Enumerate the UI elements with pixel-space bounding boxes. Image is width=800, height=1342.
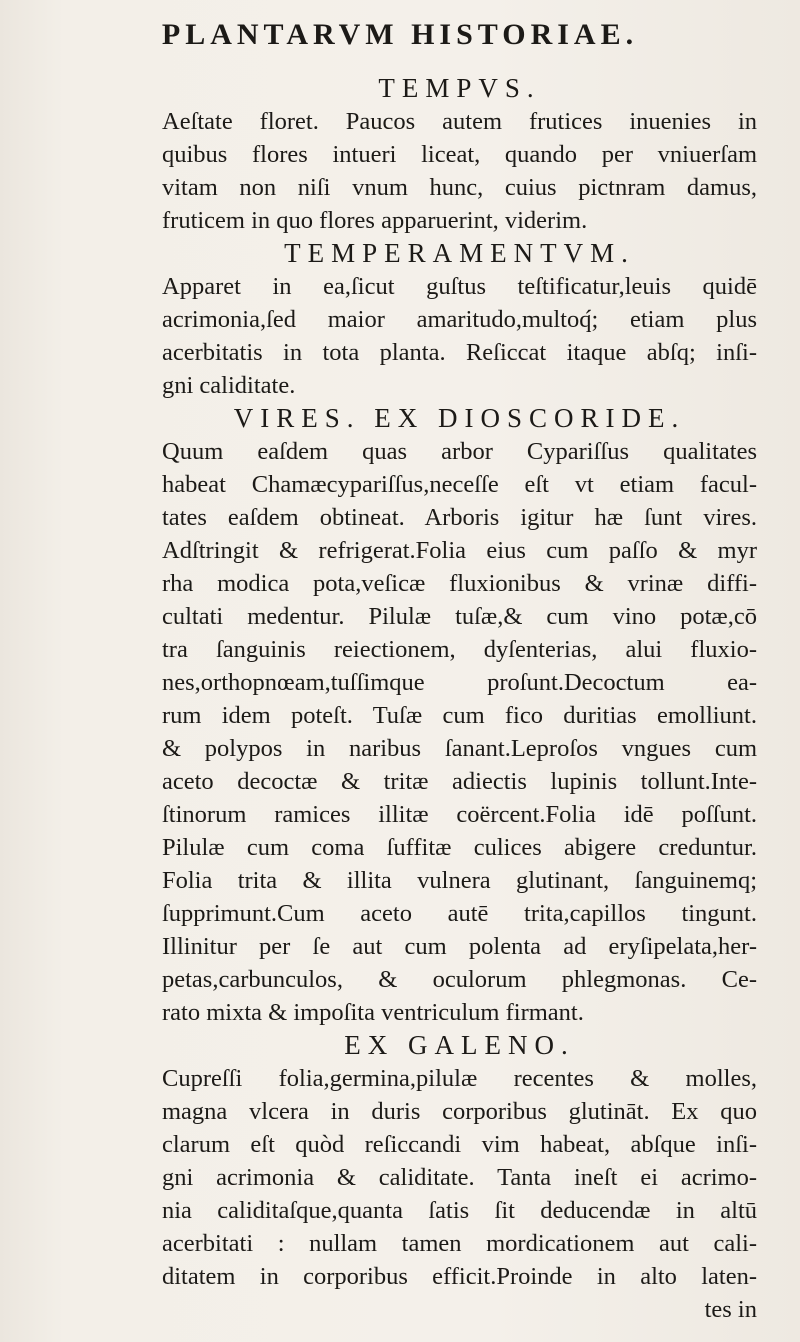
section-heading: TEMPVS. — [378, 73, 541, 103]
text-line: nes,orthopnœam,tuſſimque proſunt.Decoctum ea- — [162, 669, 757, 696]
text-line: rha modica pota,veſicæ fluxionibus & vrinæ diffi- — [162, 570, 757, 597]
text-line: petas,carbunculos, & oculorum phlegmonas. Ce- — [162, 966, 757, 993]
text-line: ditatem in corporibus efficit.Proinde in alto laten- — [162, 1263, 757, 1290]
text-line: tates eaſdem obtineat. Arboris igitur hæ ſunt vires. — [162, 504, 757, 531]
text-line: Adſtringit & refrigerat.Folia eius cum paſſo & myr — [162, 537, 757, 564]
text-line: Illinitur per ſe aut cum polenta ad eryſipelata,her- — [162, 933, 757, 960]
text-line: Pilulæ cum coma ſuffitæ culices abigere creduntur. — [162, 834, 757, 861]
text-line: aceto decoctæ & tritæ adiectis lupinis tollunt.Inte- — [162, 768, 757, 795]
section-heading: EX GALENO. — [344, 1030, 575, 1060]
text-line: acerbitati : nullam tamen mordicationem aut cali- — [162, 1230, 757, 1257]
running-head: PLANTARVM HISTORIAE. — [161, 18, 639, 51]
text-line: Cupreſſi folia,germina,pilulæ recentes & molles, — [162, 1065, 757, 1092]
text-line: acerbitatis in tota planta. Reſiccat itaque abſq; inſi- — [162, 339, 757, 366]
section-heading: TEMPERAMENTVM. — [284, 238, 635, 268]
section-tempus — [162, 72, 757, 237]
text-line: cultati medentur. Pilulæ tuſæ,& cum vino potæ,cō — [162, 603, 757, 630]
text-line: acrimonia,ſed maior amaritudo,multoq́; etiam plus — [162, 306, 757, 333]
text-line: Apparet in ea,ſicut guſtus teſtificatur,leuis quidē — [162, 273, 757, 300]
section-heading: VIRES. EX DIOSCORIDE. — [233, 403, 686, 433]
text-line: clarum eſt quòd reſiccandi vim habeat, abſque inſi- — [162, 1131, 757, 1158]
text-line: fruticem in quo flores apparuerint, viderim. — [162, 207, 588, 234]
text-line: gni acrimonia & caliditate. Tanta ineſt ei acrimo- — [162, 1164, 757, 1191]
text-line: rato mixta & impoſita ventriculum firmant. — [162, 999, 584, 1026]
text-line: magna vlcera in duris corporibus glutināt. Ex quo — [162, 1098, 757, 1125]
text-line: ſtinorum ramices illitæ coërcent.Folia idē poſſunt. — [162, 801, 757, 828]
text-line: Quum eaſdem quas arbor Cypariſſus qualitates — [162, 438, 757, 465]
section-temperamentum — [162, 237, 757, 402]
text-line: gni caliditate. — [162, 372, 296, 399]
text-line: & polypos in naribus ſanant.Leproſos vngues cum — [162, 735, 757, 762]
text-line: ſupprimunt.Cum aceto autē trita,capillos tingunt. — [162, 900, 757, 927]
text-block — [162, 72, 757, 1326]
section-vires-dioscoride — [162, 402, 757, 1029]
catchword: tes in — [704, 1296, 757, 1323]
text-line: Aeſtate floret. Paucos autem frutices inuenies in — [162, 108, 757, 135]
text-line: rum idem poteſt. Tuſæ cum fico duritias emolliunt. — [162, 702, 757, 729]
text-line: habeat Chamæcypariſſus,neceſſe eſt vt etiam facul- — [162, 471, 757, 498]
text-line: vitam non niſi vnum hunc, cuius pictnram damus, — [162, 174, 757, 201]
text-line: nia caliditaſque,quanta ſatis ſit deducendæ in altū — [162, 1197, 757, 1224]
text-line: quibus flores intueri liceat, quando per vniuerſam — [162, 141, 757, 168]
text-line: Folia trita & illita vulnera glutinant, ſanguinemq; — [162, 867, 757, 894]
section-ex-galeno — [162, 1029, 757, 1326]
text-line: tra ſanguinis reiectionem, dyſenterias, alui fluxio- — [162, 636, 757, 663]
